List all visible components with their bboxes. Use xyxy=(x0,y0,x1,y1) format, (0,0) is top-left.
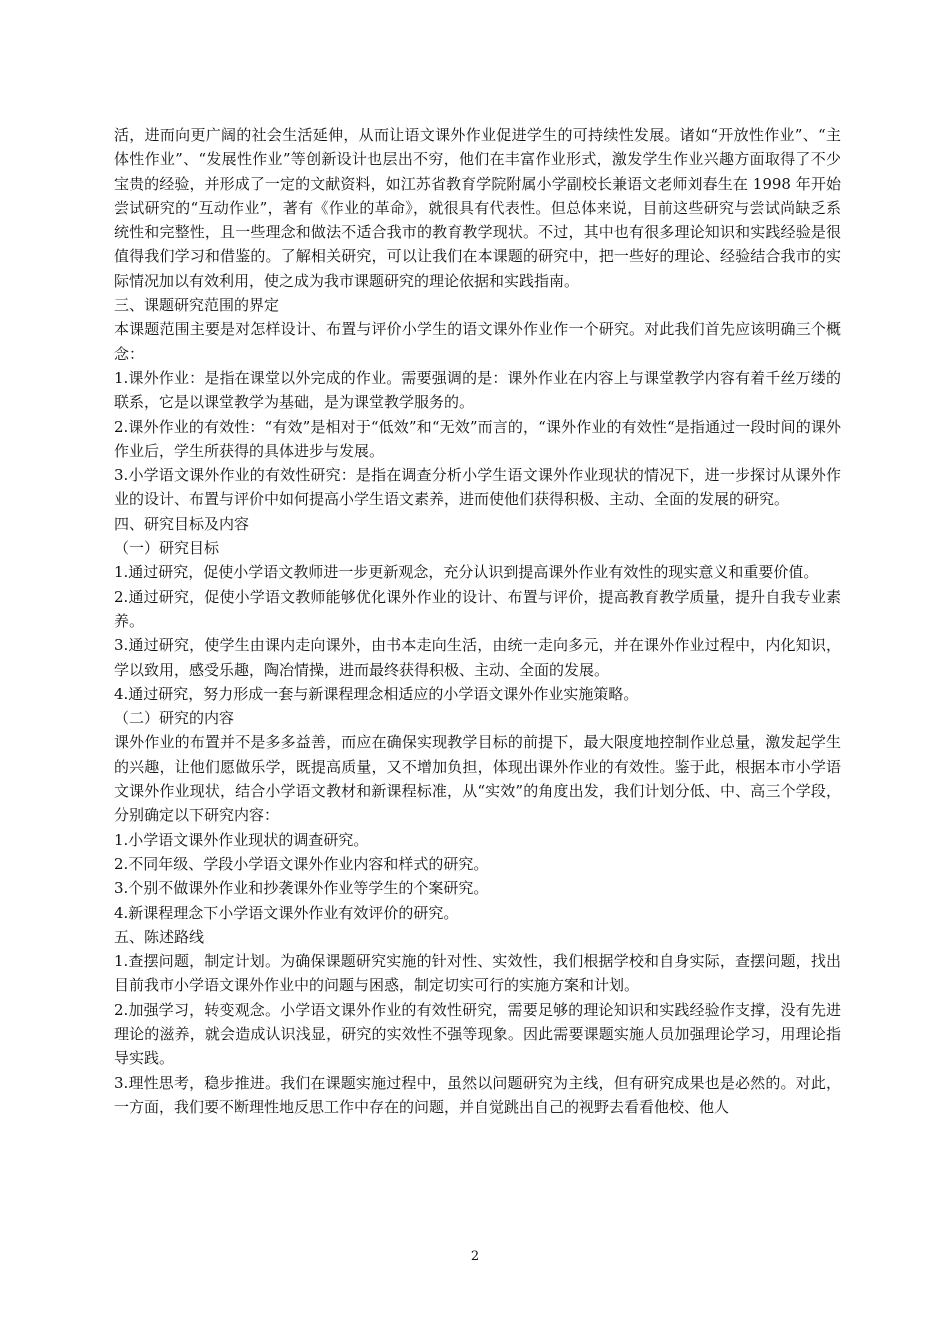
list-item: 2.加强学习，转变观念。小学语文课外作业的有效性研究，需要足够的理论知识和实践经验作支撑，没有先进理论的滋养，就会造成认识浅显，研究的实效性不强等现象。因此需要课题实施人员加强理论学习，用理论指导实践。 xyxy=(114,1000,841,1068)
sub-heading: （二）研究的内容 xyxy=(114,709,235,728)
section-heading: 四、研究目标及内容 xyxy=(114,514,250,533)
section-heading: 五、陈述路线 xyxy=(114,927,205,946)
paragraph: 本课题范围主要是对怎样设计、布置与评价小学生的语文课外作业作一个研究。对此我们首先应该明确三个概念： xyxy=(114,320,841,363)
list-item: 2.不同年级、学段小学语文课外作业内容和样式的研究。 xyxy=(114,854,489,873)
paragraph: 活，进而向更广阔的社会生活延伸，从而让语文课外作业促进学生的可持续性发展。诸如“开放性作业”、“主体性作业”、“发展性作业”等创新设计也层出不穷，他们在丰富作业形式，激发学生作业兴趣方面取得了不少宝贵的经验，并形成了一定的文献资料，如江苏省教育学院附属小学副校长兼语文老师刘春生在 1998 年开始尝试研究的“互动作业”，著有《作业的革命》，就很具有代表性。但总体来说，目前这些研究与尝试尚缺乏系统性和完整性，且一些理念和做法不适合我市的教育教学现状。不过，其中也有很多理论知识和实践经验是很值得我们学习和借鉴的。了解相关研究，可以让我们在本课题的研究中，把一些好的理论、经验结合我市的实际情况加以有效利用，使之成为我市课题研究的理论依据和实践指南。 xyxy=(114,126,841,290)
list-item: 2.通过研究，促使小学语文教师能够优化课外作业的设计、布置与评价，提高教育教学质量，提升自我专业素养。 xyxy=(114,587,841,630)
list-item: 3.小学语文课外作业的有效性研究：是指在调查分析小学生语文课外作业现状的情况下，进一步探讨从课外作业的设计、布置与评价中如何提高小学生语文素养，进而使他们获得积极、主动、全面的发展的研究。 xyxy=(114,466,841,509)
list-item: 3.个别不做课外作业和抄袭课外作业等学生的个案研究。 xyxy=(114,879,489,898)
list-item: 3.通过研究，使学生由课内走向课外，由书本走向生活，由统一走向多元，并在课外作业过程中，内化知识，学以致用，感受乐趣，陶冶情操，进而最终获得积极、主动、全面的发展。 xyxy=(114,636,841,679)
section-heading: 三、课题研究范围的界定 xyxy=(114,296,280,315)
list-item: 1.课外作业：是指在课堂以外完成的作业。需要强调的是：课外作业在内容上与课堂教学内容有着千丝万缕的联系，它是以课堂教学为基础，是为课堂教学服务的。 xyxy=(114,368,841,412)
list-item: 1.查摆问题，制定计划。为确保课题研究实施的针对性、实效性，我们根据学校和自身实际，查摆问题，找出目前我市小学语文课外作业中的问题与困惑，制定切实可行的实施方案和计划。 xyxy=(114,952,841,995)
paragraph: 课外作业的布置并不是多多益善，而应在确保实现教学目标的前提下，最大限度地控制作业总量，激发起学生的兴趣，让他们愿做乐学，既提高质量，又不增加负担，体现出课外作业的有效性。鉴于此，根据本市小学语文课外作业现状，结合小学语文教材和新课程标准，从“实效”的角度出发，我们计划分低、中、高三个学段，分别确定以下研究内容： xyxy=(114,733,841,825)
list-item: 4.新课程理念下小学语文课外作业有效评价的研究。 xyxy=(114,903,459,922)
list-item: 2.课外作业的有效性：“有效”是相对于“低效”和“无效”而言的，“课外作业的有效性“是指通过一段时间的课外作业后，学生所获得的具体进步与发展。 xyxy=(114,417,841,460)
list-item: 3.理性思考，稳步推进。我们在课题实施过程中，虽然以问题研究为主线，但有研究成果也是必然的。对此，一方面，我们要不断理性地反思工作中存在的问题，并自觉跳出自己的视野去看看他校、他人 xyxy=(114,1073,841,1116)
page-number: 2 xyxy=(470,1249,480,1264)
list-item: 4.通过研究，努力形成一套与新课程理念相适应的小学语文课外作业实施策略。 xyxy=(114,684,639,703)
sub-heading: （一）研究目标 xyxy=(114,539,220,558)
document-body xyxy=(114,123,841,1119)
list-item: 1.小学语文课外作业现状的调查研究。 xyxy=(114,830,369,849)
list-item: 1.通过研究，促使小学语文教师进一步更新观念，充分认识到提高课外作业有效性的现实意义和重要价值。 xyxy=(114,563,819,582)
